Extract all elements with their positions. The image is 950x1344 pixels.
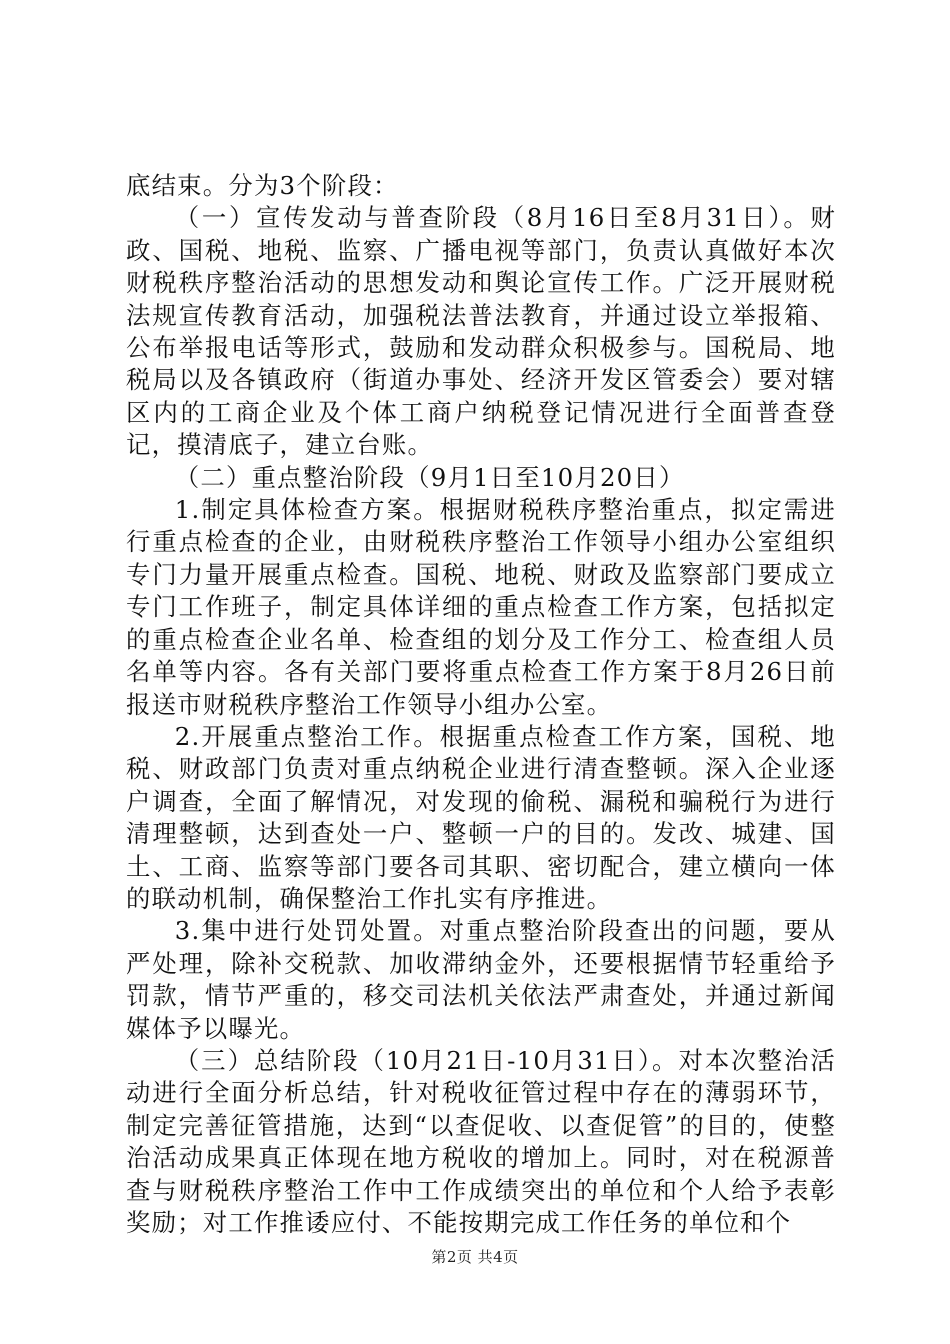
page-footer: 第2页 共4页 <box>431 1248 519 1266</box>
paragraph-3: 1.制定具体检查方案。根据财税秩序整治重点，拟定需进行重点检查的企业，由财税秩序整治工作领导小组办公室组织专门力量开展重点检查。国税、地税、财政及监察部门要成立专门工作班子，制定具体详细的重点检查工作方案，包括拟定的重点检查企业名单、检查组的划分及工作分工、检查组人员名单等内容。各有关部门要将重点检查工作方案于8月26日前报送市财税秩序整治工作领导小组办公室。 <box>126 495 836 719</box>
paragraph-2: （二）重点整治阶段（9月1日至10月20日） <box>174 462 685 492</box>
paragraph-0: 底结束。分为3个阶段： <box>126 171 399 200</box>
paragraph-1: （一）宣传发动与普查阶段（8月16日至8月31日）。财政、国税、地税、监察、广播电视等部门，负责认真做好本次财税秩序整治活动的思想发动和舆论宣传工作。广泛开展财税法规宣传教育活动，加强税法普法教育，并通过设立举报箱、公布举报电话等形式，鼓励和发动群众积极参与。国税局、地税局以及各镇政府（街道办事处、经济开发区管委会）要对辖区内的工商企业及个体工商户纳税登记情况进行全面普查登记，摸清底子，建立台账。 <box>126 203 836 460</box>
paragraph-5: 3.集中进行处罚处置。对重点整治阶段查出的问题，要从严处理，除补交税款、加收滞纳金外，还要根据情节轻重给予罚款，情节严重的，移交司法机关依法严肃查处，并通过新闻媒体予以曝光。 <box>126 916 836 1043</box>
paragraph-4: 2.开展重点整治工作。根据重点检查工作方案，国税、地税、财政部门负责对重点纳税企业进行清查整顿。深入企业逐户调查，全面了解情况，对发现的偷税、漏税和骗税行为进行清理整顿，达到查处一户、整顿一户的目的。发改、城建、国土、工商、监察等部门要各司其职、密切配合，建立横向一体的联动机制，确保整治工作扎实有序推进。 <box>126 721 836 913</box>
document-body <box>126 170 836 1239</box>
paragraph-6: （三）总结阶段（10月21日-10月31日）。对本次整治活动进行全面分析总结，针对税收征管过程中存在的薄弱环节，制定完善征管措施，达到“以查促收、以查促管”的目的，使整治活动成果真正体现在地方税收的增加上。同时，对在税源普查与财税秩序整治工作中工作成绩突出的单位和个人给予表彰奖励；对工作推诿应付、不能按期完成工作任务的单位和个 <box>126 1045 836 1237</box>
